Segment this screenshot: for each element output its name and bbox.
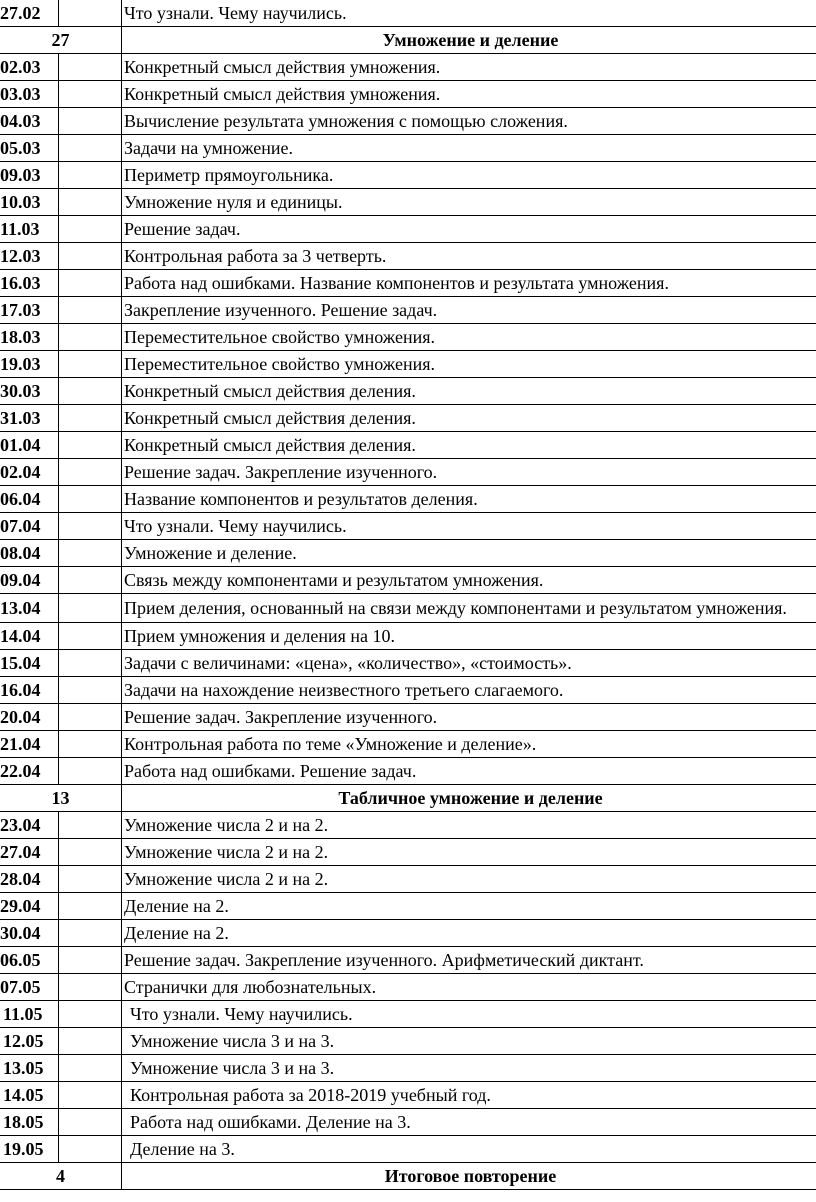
lesson-date: 18.05 bbox=[0, 1109, 59, 1136]
lesson-row bbox=[0, 839, 816, 866]
lesson-empty-cell bbox=[59, 920, 122, 947]
lesson-empty-cell bbox=[59, 162, 122, 189]
lesson-date: 18.03 bbox=[0, 324, 59, 351]
lesson-empty-cell bbox=[59, 540, 122, 567]
lesson-empty-cell bbox=[59, 731, 122, 758]
lesson-topic: Прием деления, основанный на связи между компонентами и результатом умножения. bbox=[122, 594, 816, 623]
lesson-date: 29.04 bbox=[0, 893, 59, 920]
lesson-topic: Умножение числа 3 и на 3. bbox=[122, 1055, 816, 1082]
lesson-empty-cell bbox=[59, 623, 122, 650]
lesson-topic: Работа над ошибками. Название компонентов и результата умножения. bbox=[122, 270, 816, 297]
lesson-empty-cell bbox=[59, 567, 122, 594]
lesson-empty-cell bbox=[59, 594, 122, 623]
lesson-row bbox=[0, 1082, 816, 1109]
lesson-empty-cell bbox=[59, 351, 122, 378]
section-title: Умножение и деление bbox=[122, 27, 816, 54]
lesson-date: 03.03 bbox=[0, 81, 59, 108]
section-hours: 13 bbox=[0, 785, 122, 812]
lesson-topic: Что узнали. Чему научились. bbox=[122, 0, 816, 27]
lesson-empty-cell bbox=[59, 866, 122, 893]
lesson-date: 08.04 bbox=[0, 540, 59, 567]
lesson-date: 28.04 bbox=[0, 866, 59, 893]
lesson-empty-cell bbox=[59, 243, 122, 270]
section-title: Табличное умножение и деление bbox=[122, 785, 816, 812]
lesson-empty-cell bbox=[59, 189, 122, 216]
lesson-topic: Работа над ошибками. Деление на 3. bbox=[122, 1109, 816, 1136]
lesson-row bbox=[0, 378, 816, 405]
lesson-date: 27.02 bbox=[0, 0, 59, 27]
lesson-topic: Деление на 2. bbox=[122, 920, 816, 947]
lesson-empty-cell bbox=[59, 1109, 122, 1136]
lesson-topic: Задачи на нахождение неизвестного третьего слагаемого. bbox=[122, 677, 816, 704]
lesson-empty-cell bbox=[59, 216, 122, 243]
lesson-topic: Связь между компонентами и результатом умножения. bbox=[122, 567, 816, 594]
lesson-row bbox=[0, 216, 816, 243]
lesson-date: 23.04 bbox=[0, 812, 59, 839]
lesson-topic: Умножение числа 2 и на 2. bbox=[122, 866, 816, 893]
lesson-topic: Контрольная работа по теме «Умножение и деление». bbox=[122, 731, 816, 758]
lesson-topic: Периметр прямоугольника. bbox=[122, 162, 816, 189]
lesson-date: 19.05 bbox=[0, 1136, 59, 1163]
lesson-topic: Умножение числа 2 и на 2. bbox=[122, 839, 816, 866]
lesson-topic: Конкретный смысл действия деления. bbox=[122, 432, 816, 459]
lesson-date: 07.04 bbox=[0, 513, 59, 540]
lesson-empty-cell bbox=[59, 947, 122, 974]
lesson-date: 20.04 bbox=[0, 704, 59, 731]
lesson-topic: Умножение числа 3 и на 3. bbox=[122, 1028, 816, 1055]
lesson-row bbox=[0, 297, 816, 324]
lesson-date: 14.05 bbox=[0, 1082, 59, 1109]
lesson-topic: Контрольная работа за 2018-2019 учебный год. bbox=[122, 1082, 816, 1109]
lesson-date: 09.04 bbox=[0, 567, 59, 594]
section-hours: 4 bbox=[0, 1163, 122, 1190]
section-hours: 27 bbox=[0, 27, 122, 54]
lesson-empty-cell bbox=[59, 1136, 122, 1163]
lesson-row bbox=[0, 540, 816, 567]
lesson-topic: Конкретный смысл действия умножения. bbox=[122, 81, 816, 108]
lesson-row bbox=[0, 920, 816, 947]
lesson-topic: Вычисление результата умножения с помощью сложения. bbox=[122, 108, 816, 135]
lesson-empty-cell bbox=[59, 405, 122, 432]
lesson-date: 31.03 bbox=[0, 405, 59, 432]
lesson-row bbox=[0, 974, 816, 1001]
lesson-topic: Переместительное свойство умножения. bbox=[122, 324, 816, 351]
lesson-date: 01.04 bbox=[0, 432, 59, 459]
lesson-date: 06.05 bbox=[0, 947, 59, 974]
lesson-row bbox=[0, 0, 816, 27]
lesson-row bbox=[0, 405, 816, 432]
lesson-empty-cell bbox=[59, 324, 122, 351]
lesson-empty-cell bbox=[59, 758, 122, 785]
lesson-row bbox=[0, 189, 816, 216]
lesson-topic: Конкретный смысл действия деления. bbox=[122, 378, 816, 405]
lesson-topic: Переместительное свойство умножения. bbox=[122, 351, 816, 378]
lesson-empty-cell bbox=[59, 459, 122, 486]
lesson-empty-cell bbox=[59, 974, 122, 1001]
lesson-topic: Деление на 3. bbox=[122, 1136, 816, 1163]
lesson-row bbox=[0, 1001, 816, 1028]
lesson-empty-cell bbox=[59, 812, 122, 839]
section-header-row bbox=[0, 1163, 816, 1190]
lesson-empty-cell bbox=[59, 378, 122, 405]
lesson-topic: Название компонентов и результатов деления. bbox=[122, 486, 816, 513]
lesson-date: 13.04 bbox=[0, 594, 59, 623]
lesson-date: 11.05 bbox=[0, 1001, 59, 1028]
lesson-row bbox=[0, 594, 816, 623]
lesson-topic: Контрольная работа за 3 четверть. bbox=[122, 243, 816, 270]
lesson-empty-cell bbox=[59, 1001, 122, 1028]
lesson-topic: Умножение числа 2 и на 2. bbox=[122, 812, 816, 839]
lesson-date: 10.03 bbox=[0, 189, 59, 216]
lesson-empty-cell bbox=[59, 704, 122, 731]
lesson-topic: Решение задач. Закрепление изученного. Арифметический диктант. bbox=[122, 947, 816, 974]
lesson-topic: Решение задач. Закрепление изученного. bbox=[122, 459, 816, 486]
lesson-empty-cell bbox=[59, 432, 122, 459]
lesson-row bbox=[0, 108, 816, 135]
lesson-row bbox=[0, 704, 816, 731]
lesson-topic: Задачи с величинами: «цена», «количество», «стоимость». bbox=[122, 650, 816, 677]
lesson-row bbox=[0, 54, 816, 81]
lesson-empty-cell bbox=[59, 0, 122, 27]
lesson-row bbox=[0, 459, 816, 486]
lesson-row bbox=[0, 162, 816, 189]
lesson-row bbox=[0, 758, 816, 785]
lesson-date: 09.03 bbox=[0, 162, 59, 189]
lesson-row bbox=[0, 243, 816, 270]
lesson-date: 13.05 bbox=[0, 1055, 59, 1082]
lesson-topic: Прием умножения и деления на 10. bbox=[122, 623, 816, 650]
lesson-empty-cell bbox=[59, 81, 122, 108]
lesson-empty-cell bbox=[59, 677, 122, 704]
lesson-empty-cell bbox=[59, 270, 122, 297]
lesson-date: 21.04 bbox=[0, 731, 59, 758]
lesson-topic: Конкретный смысл действия умножения. bbox=[122, 54, 816, 81]
lesson-date: 22.04 bbox=[0, 758, 59, 785]
lesson-topic: Умножение и деление. bbox=[122, 540, 816, 567]
lesson-topic: Деление на 2. bbox=[122, 893, 816, 920]
lesson-topic: Работа над ошибками. Решение задач. bbox=[122, 758, 816, 785]
lesson-row bbox=[0, 486, 816, 513]
section-title: Итоговое повторение bbox=[122, 1163, 816, 1190]
lesson-empty-cell bbox=[59, 486, 122, 513]
lesson-date: 06.04 bbox=[0, 486, 59, 513]
lesson-date: 07.05 bbox=[0, 974, 59, 1001]
lesson-empty-cell bbox=[59, 108, 122, 135]
lesson-empty-cell bbox=[59, 1055, 122, 1082]
lesson-empty-cell bbox=[59, 297, 122, 324]
lesson-row bbox=[0, 270, 816, 297]
lesson-row bbox=[0, 866, 816, 893]
lesson-empty-cell bbox=[59, 54, 122, 81]
lesson-row bbox=[0, 650, 816, 677]
lesson-date: 16.03 bbox=[0, 270, 59, 297]
lesson-topic: Что узнали. Чему научились. bbox=[122, 1001, 816, 1028]
lesson-date: 16.04 bbox=[0, 677, 59, 704]
lesson-empty-cell bbox=[59, 1028, 122, 1055]
lesson-date: 30.03 bbox=[0, 378, 59, 405]
lesson-date: 12.05 bbox=[0, 1028, 59, 1055]
lesson-row bbox=[0, 567, 816, 594]
lesson-date: 12.03 bbox=[0, 243, 59, 270]
lesson-date: 02.04 bbox=[0, 459, 59, 486]
lesson-topic: Закрепление изученного. Решение задач. bbox=[122, 297, 816, 324]
lesson-date: 11.03 bbox=[0, 216, 59, 243]
lesson-empty-cell bbox=[59, 513, 122, 540]
lesson-date: 30.04 bbox=[0, 920, 59, 947]
lesson-row bbox=[0, 1028, 816, 1055]
lesson-row bbox=[0, 513, 816, 540]
lesson-row bbox=[0, 432, 816, 459]
lesson-row bbox=[0, 1055, 816, 1082]
lesson-date: 17.03 bbox=[0, 297, 59, 324]
lesson-date: 02.03 bbox=[0, 54, 59, 81]
lesson-topic: Что узнали. Чему научились. bbox=[122, 513, 816, 540]
lesson-row bbox=[0, 677, 816, 704]
lesson-topic: Странички для любознательных. bbox=[122, 974, 816, 1001]
lesson-row bbox=[0, 81, 816, 108]
lesson-row bbox=[0, 812, 816, 839]
lesson-empty-cell bbox=[59, 893, 122, 920]
lesson-row bbox=[0, 351, 816, 378]
lesson-row bbox=[0, 731, 816, 758]
lesson-date: 05.03 bbox=[0, 135, 59, 162]
lesson-date: 19.03 bbox=[0, 351, 59, 378]
lesson-row bbox=[0, 1136, 816, 1163]
lesson-empty-cell bbox=[59, 135, 122, 162]
lesson-row bbox=[0, 135, 816, 162]
section-header-row bbox=[0, 27, 816, 54]
lesson-topic: Умножение нуля и единицы. bbox=[122, 189, 816, 216]
section-header-row bbox=[0, 785, 816, 812]
lesson-empty-cell bbox=[59, 839, 122, 866]
lesson-row bbox=[0, 947, 816, 974]
lesson-row bbox=[0, 623, 816, 650]
lesson-row bbox=[0, 324, 816, 351]
lesson-empty-cell bbox=[59, 1082, 122, 1109]
lesson-empty-cell bbox=[59, 650, 122, 677]
lesson-date: 04.03 bbox=[0, 108, 59, 135]
lesson-topic: Конкретный смысл действия деления. bbox=[122, 405, 816, 432]
lesson-row bbox=[0, 893, 816, 920]
lesson-date: 27.04 bbox=[0, 839, 59, 866]
lesson-row bbox=[0, 1109, 816, 1136]
lesson-topic: Решение задач. bbox=[122, 216, 816, 243]
lesson-date: 14.04 bbox=[0, 623, 59, 650]
lesson-date: 15.04 bbox=[0, 650, 59, 677]
lesson-topic: Задачи на умножение. bbox=[122, 135, 816, 162]
lesson-topic: Решение задач. Закрепление изученного. bbox=[122, 704, 816, 731]
